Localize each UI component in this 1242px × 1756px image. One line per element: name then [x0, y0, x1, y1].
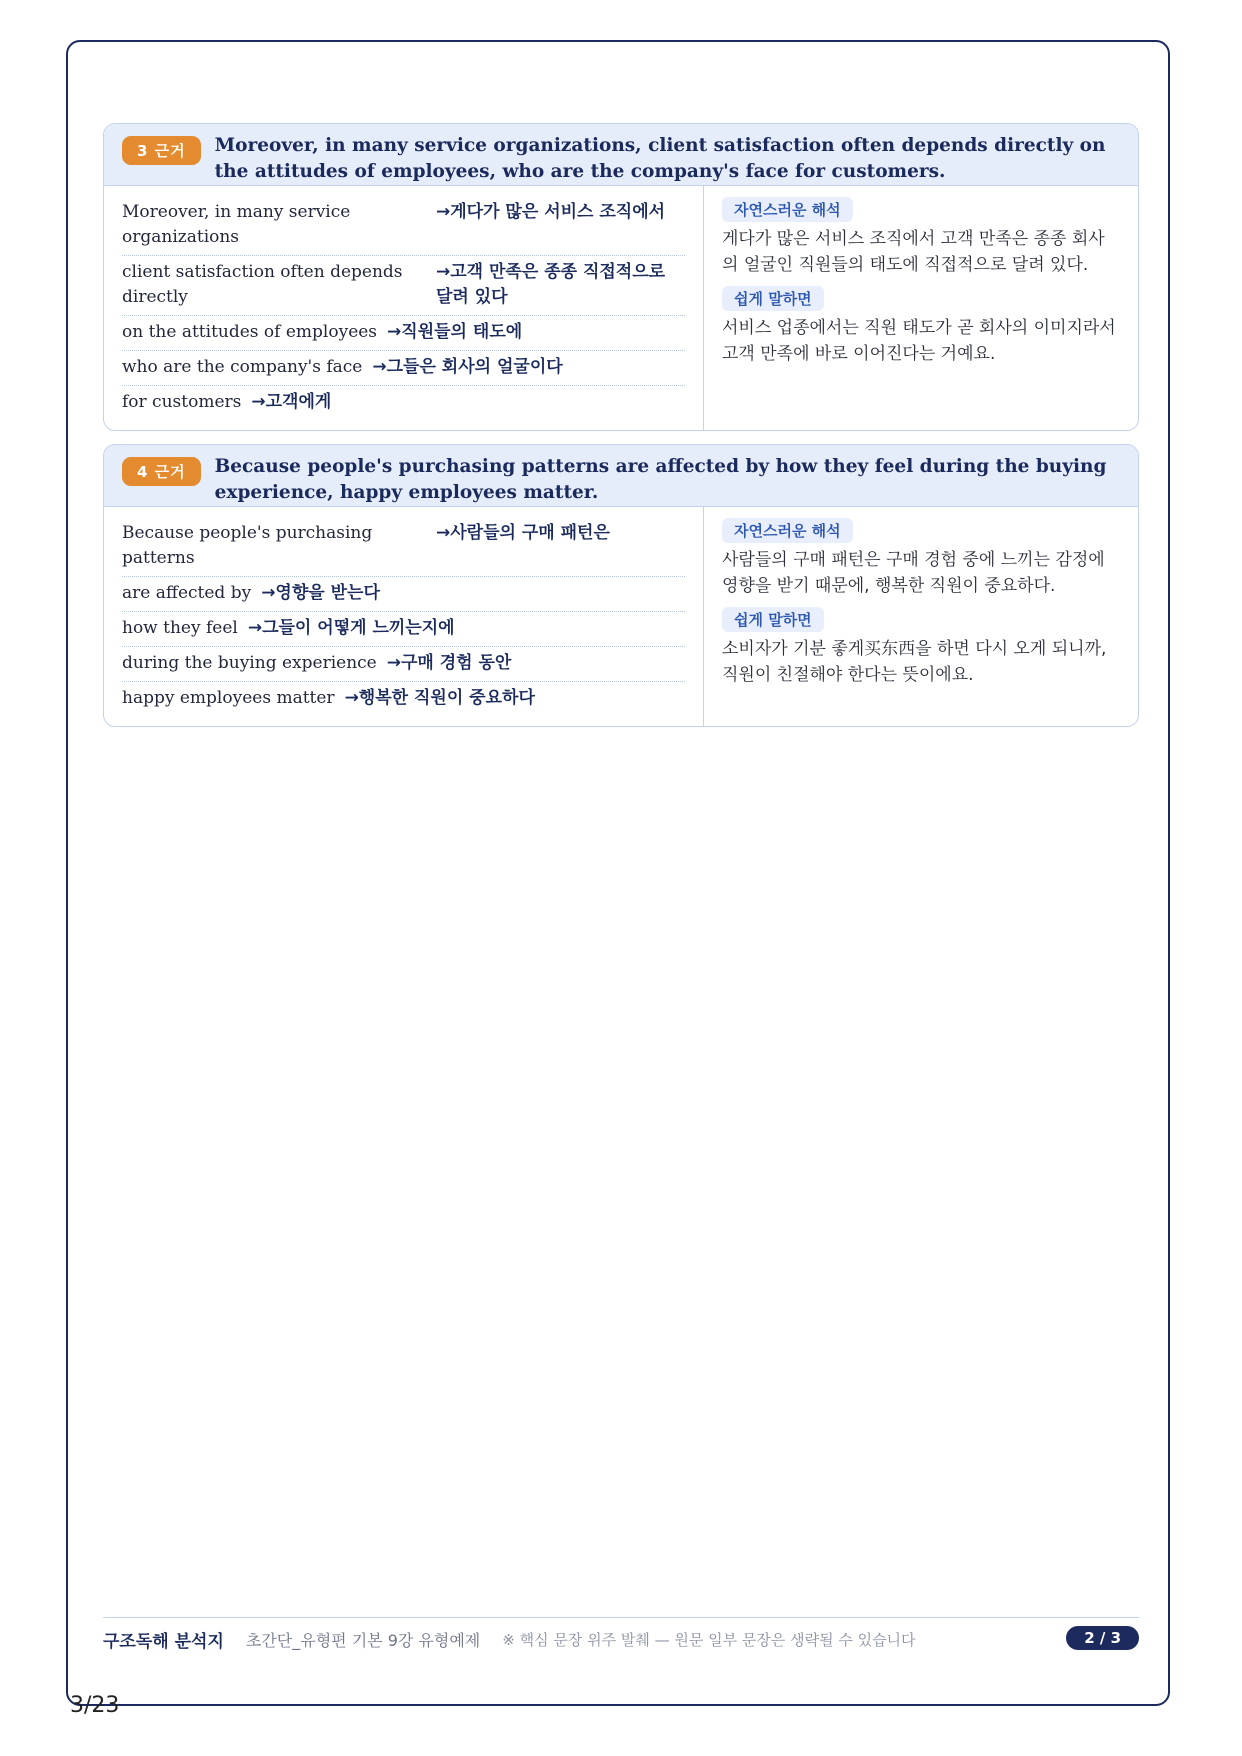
chunk-korean: →고객 만족은 종종 직접적으로 달려 있다 [436, 262, 666, 307]
natural-translation-text: 사람들의 구매 패턴은 구매 경험 중에 느끼는 감정에 영향을 받기 때문에, 행복한 직원이 중요하다. [722, 550, 1105, 596]
chunk-korean: →그들은 회사의 얼굴이다 [372, 357, 563, 377]
chunk-korean: →구매 경험 동안 [386, 653, 512, 673]
source-sentence: Moreover, in many service organizations, client satisfaction often depends directly on the attitudes of employees, who are the company's face for customers. [214, 135, 1106, 182]
footer-divider [103, 1617, 1139, 1618]
chunk-english: client satisfaction often depends directly [122, 262, 403, 307]
card-header [104, 124, 1138, 186]
chunk-row [122, 196, 685, 256]
chunk-english: who are the company's face [122, 357, 363, 377]
chunk-korean: →게다가 많은 서비스 조직에서 [436, 202, 666, 222]
chunk-row [122, 577, 685, 612]
translation-panel [704, 507, 1138, 726]
natural-translation-label: 자연스러운 해석 [722, 197, 853, 222]
card-body [104, 186, 1138, 430]
document-page-number: 3/23 [70, 1693, 120, 1718]
chunk-english: Moreover, in many service organizations [122, 202, 351, 247]
analysis-card-4 [103, 444, 1139, 727]
chunk-row [122, 517, 685, 577]
chunk-korean: →고객에게 [251, 392, 332, 412]
translation-panel [704, 186, 1138, 430]
evidence-badge: 4 근거 [122, 457, 201, 486]
chunk-row [122, 647, 685, 682]
source-sentence: Because people's purchasing patterns are affected by how they feel during the buying experience, happy employees matter. [214, 456, 1107, 503]
chunk-english: are affected by [122, 583, 252, 603]
chunk-list [104, 186, 704, 430]
card-body [104, 507, 1138, 726]
easy-explanation-label: 쉽게 말하면 [722, 286, 824, 311]
chunk-korean: →그들이 어떻게 느끼는지에 [247, 618, 455, 638]
chunk-english: on the attitudes of employees [122, 322, 378, 342]
chunk-korean: →영향을 받는다 [261, 583, 380, 603]
chunk-row [122, 682, 685, 716]
easy-explanation-text: 소비자가 기분 좋게买东西을 하면 다시 오게 되니까, 직원이 친절해야 한다는 뜻이에요. [722, 639, 1107, 685]
chunk-row [122, 351, 685, 386]
page-footer [103, 1622, 1139, 1656]
chunk-english: Because people's purchasing patterns [122, 523, 373, 568]
chunk-row [122, 256, 685, 316]
easy-explanation-text: 서비스 업종에서는 직원 태도가 곧 회사의 이미지라서 고객 만족에 바로 이어진다는 거예요. [722, 318, 1116, 364]
chunk-english: how they feel [122, 618, 238, 638]
chunk-row [122, 316, 685, 351]
chunk-list [104, 507, 704, 726]
natural-translation-text: 게다가 많은 서비스 조직에서 고객 만족은 종종 회사의 얼굴인 직원들의 태도에 직접적으로 달려 있다. [722, 229, 1105, 275]
natural-translation-label: 자연스러운 해석 [722, 518, 853, 543]
footer-subtitle: 초간단_유형편 기본 9강 유형예제 [245, 1630, 481, 1650]
evidence-badge: 3 근거 [122, 136, 201, 165]
chunk-row [122, 386, 685, 420]
chunk-english: during the buying experience [122, 653, 377, 673]
easy-explanation-label: 쉽게 말하면 [722, 607, 824, 632]
analysis-card-3 [103, 123, 1139, 431]
chunk-korean: →사람들의 구매 패턴은 [436, 523, 610, 543]
card-header [104, 445, 1138, 507]
chunk-english: for customers [122, 392, 242, 412]
chunk-korean: →직원들의 태도에 [387, 322, 523, 342]
chunk-row [122, 612, 685, 647]
page-indicator-badge: 2 / 3 [1066, 1626, 1139, 1650]
footer-note: ※ 핵심 문장 위주 발췌 — 원문 일부 문장은 생략될 수 있습니다 [502, 1630, 916, 1649]
chunk-korean: →행복한 직원이 중요하다 [344, 688, 535, 708]
chunk-english: happy employees matter [122, 688, 335, 708]
footer-title: 구조독해 분석지 [103, 1631, 224, 1652]
